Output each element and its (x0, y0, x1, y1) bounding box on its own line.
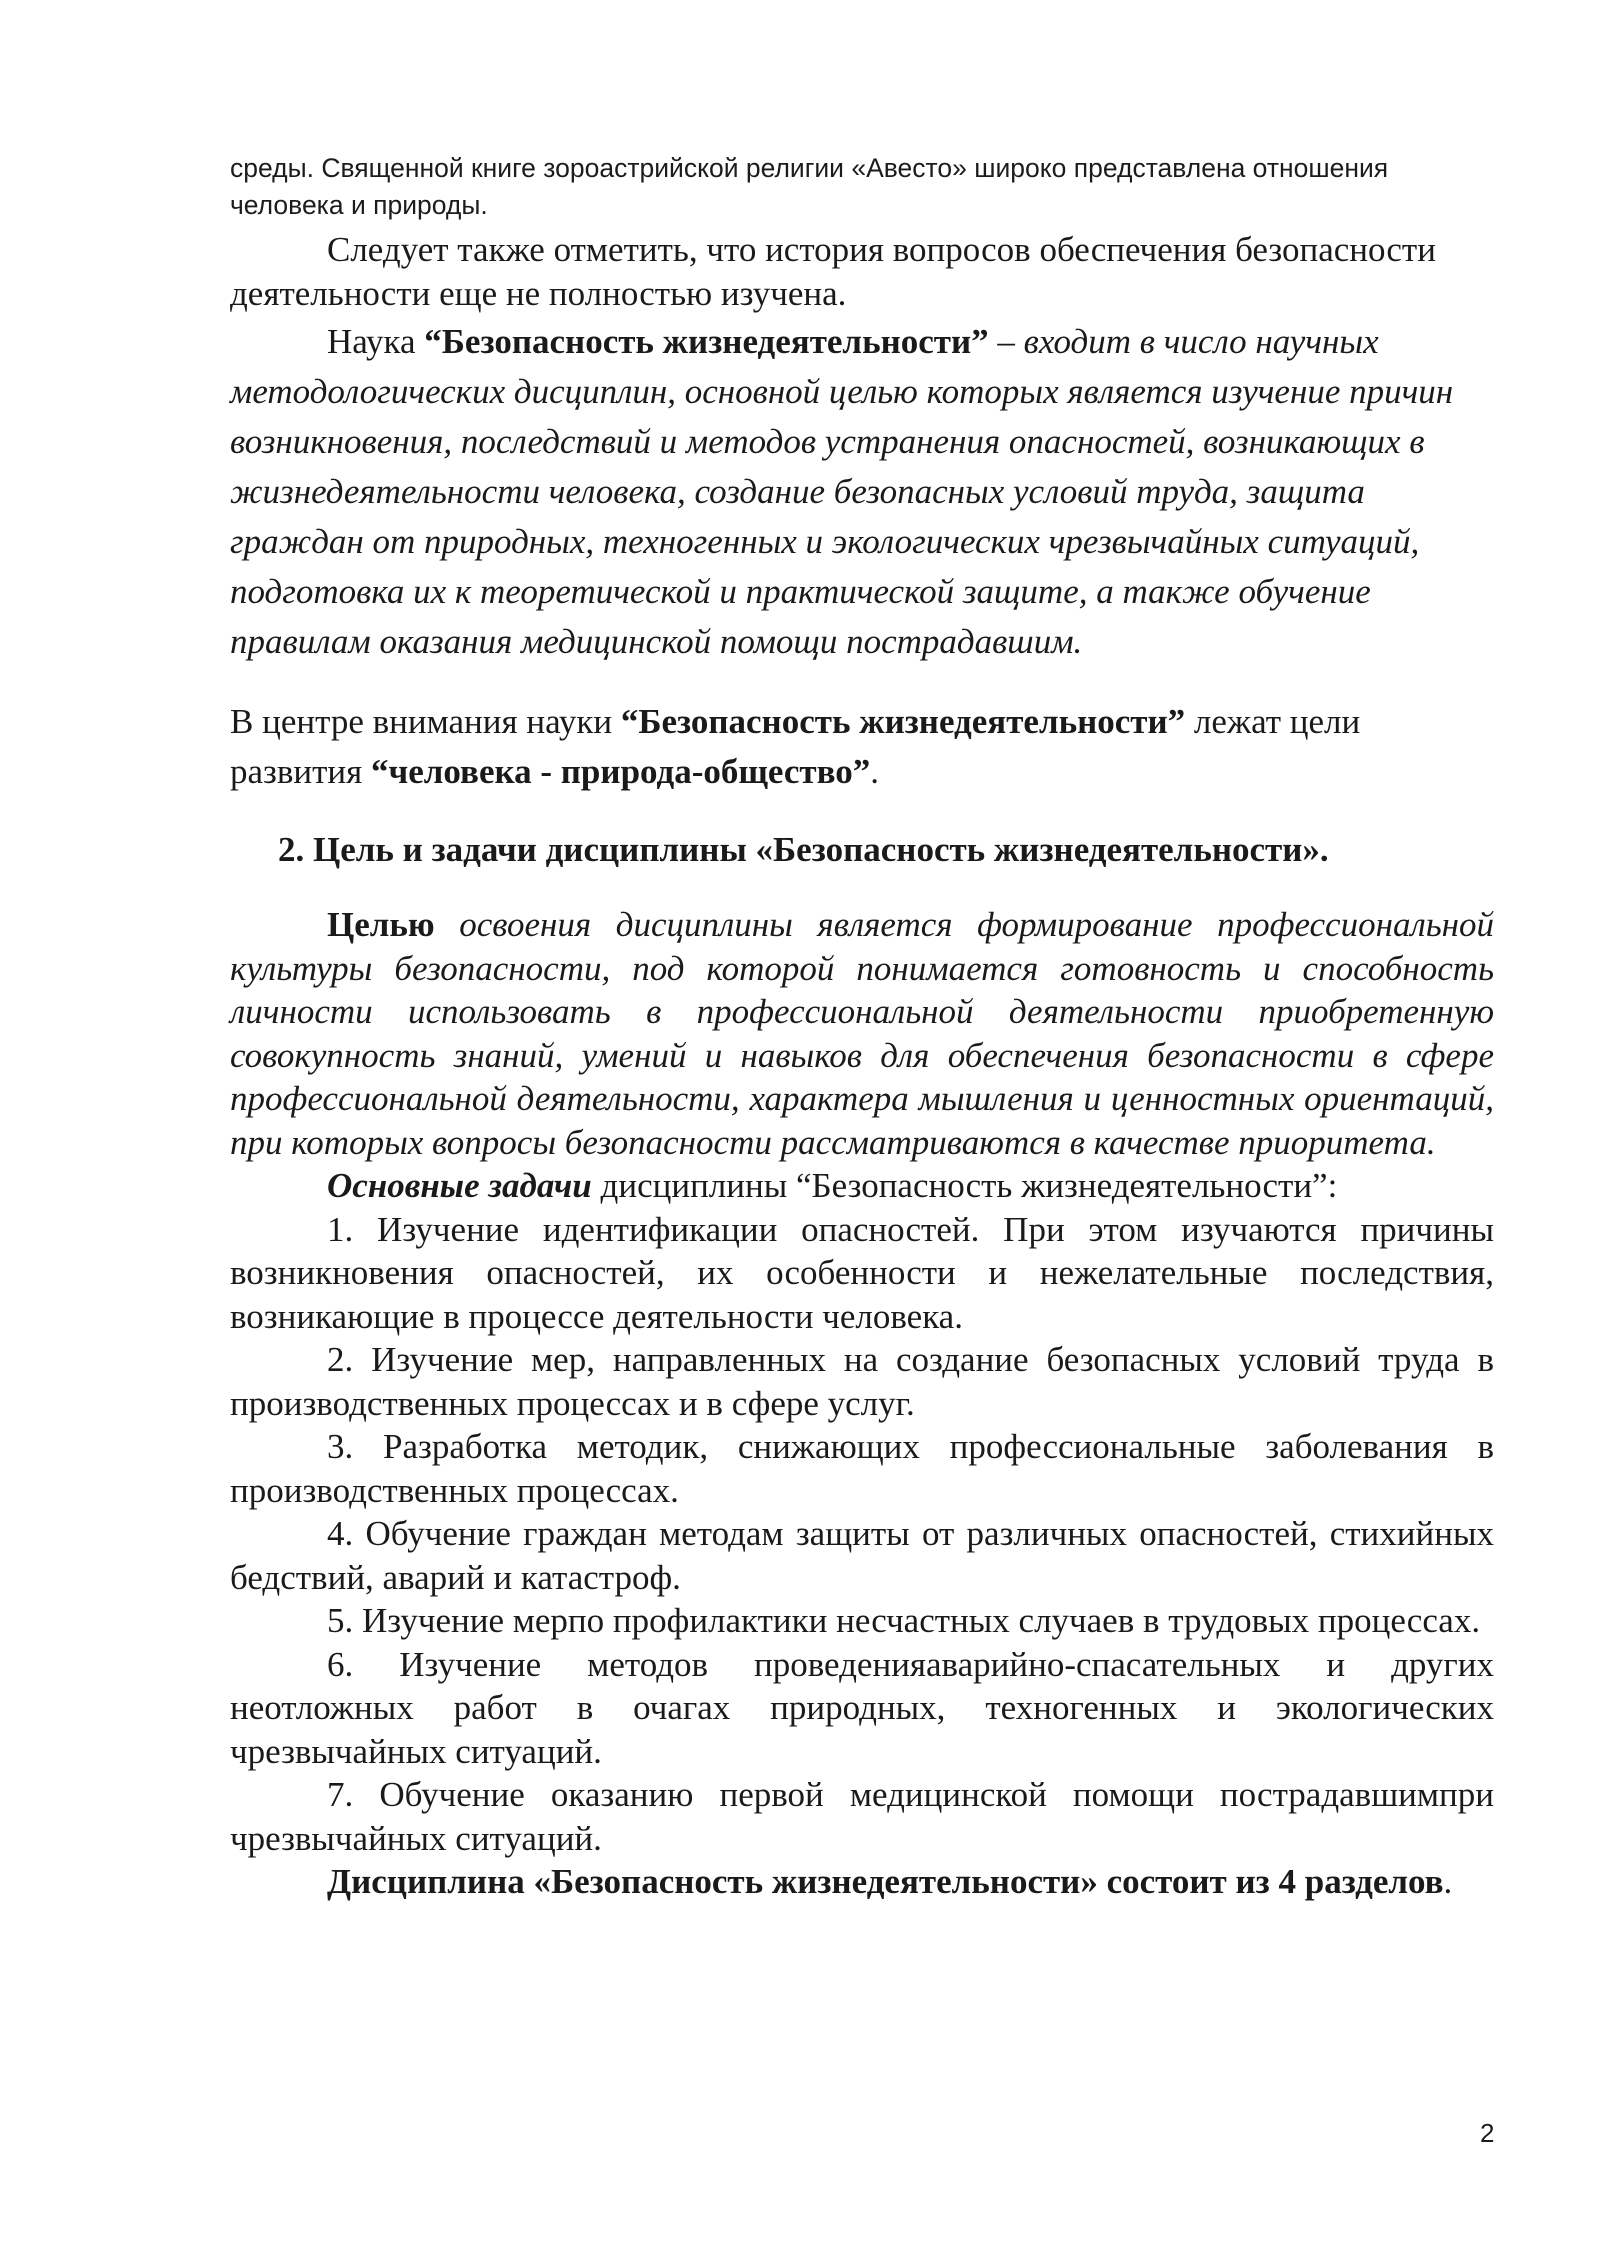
science-title: “Безопасность жизнедеятельности” (424, 322, 989, 361)
science-paragraph (230, 317, 1494, 667)
center-text-a: В центре внимания науки (230, 702, 621, 741)
section-heading: 2. Цель и задачи дисциплины «Безопасность жизнедеятельности». (278, 830, 1329, 869)
task-item: 3. Разработка методик, снижающих профессиональные заболевания в производственных процессах. (230, 1427, 1494, 1510)
goal-paragraph (230, 903, 1494, 1164)
science-lead: Наука (327, 322, 425, 361)
task-item: 2. Изучение мер, направленных на создание безопасных условий труда в производственных процессах и в сфере услуг. (230, 1340, 1494, 1423)
goal-text: освоения дисциплины является формирование профессиональной культуры безопасности, под которой понимается готовность и способность личности использовать в профессиональной деятельности приобретенную совокупность знаний, умений и навыков для обеспечения безопасности в сфере профессиональной деятельности, характера мышления и ценностных ориентаций, при которых вопросы безопасности рассматриваются в качестве приоритета. (230, 905, 1494, 1162)
center-text-e: . (870, 752, 880, 791)
center-paragraph (230, 697, 1494, 797)
tasks-label: Основные задачи (327, 1166, 592, 1205)
center-text-c: лежат цели развития (230, 702, 1361, 791)
center-triad: “человека - природа-общество” (371, 752, 871, 791)
goal-label: Целью (327, 905, 435, 944)
tasks-intro-text: дисциплины “Безопасность жизнедеятельности”: (591, 1166, 1338, 1205)
final-period: . (1443, 1862, 1453, 1901)
science-definition: – входит в число научных методологических дисциплин, основной целью которых является изучение причин возникновения, последствий и методов устранения опасностей, возникающих в жизнедеятельности человека, создание безопасных условий труда, защита граждан от природных, техногенных и экологических чрезвычайных ситуаций, подготовка их к теоретической и практической защите, а также обучение правилам оказания медицинской помощи пострадавшим. (230, 322, 1454, 661)
task-item: 4. Обучение граждан методам защиты от различных опасностей, стихийных бедствий, аварий и катастроф. (230, 1514, 1494, 1597)
page-content (230, 150, 1494, 1904)
history-paragraph: Следует также отметить, что история вопросов обеспечения безопасности деятельности еще не полностью изучена. (230, 230, 1436, 313)
page-number: 2 (1480, 2118, 1495, 2148)
task-item: 6. Изучение методов проведенияаварийно-спасательных и других неотложных работ в очагах природных, техногенных и экологических чрезвычайных ситуаций. (230, 1644, 1494, 1771)
task-item: 7. Обучение оказанию первой медицинской помощи пострадавшимпри чрезвычайных ситуаций. (230, 1775, 1494, 1858)
intro-paragraph: среды. Священной книге зороастрийской религии «Авесто» широко представлена отношения человека и природы. (230, 153, 1389, 220)
final-paragraph (230, 1860, 1494, 1904)
tasks-intro-paragraph (230, 1164, 1494, 1208)
task-item: 5. Изучение мерпо профилактики несчастных случаев в трудовых процессах. (327, 1601, 1481, 1640)
center-title: “Безопасность жизнедеятельности” (620, 702, 1186, 741)
task-item: 1. Изучение идентификации опасностей. При этом изучаются причины возникновения опасностей, их особенности и нежелательные последствия, возникающие в процессе деятельности человека. (230, 1209, 1494, 1336)
final-bold-text: Дисциплина «Безопасность жизнедеятельности» состоит из 4 разделов (327, 1862, 1444, 1901)
